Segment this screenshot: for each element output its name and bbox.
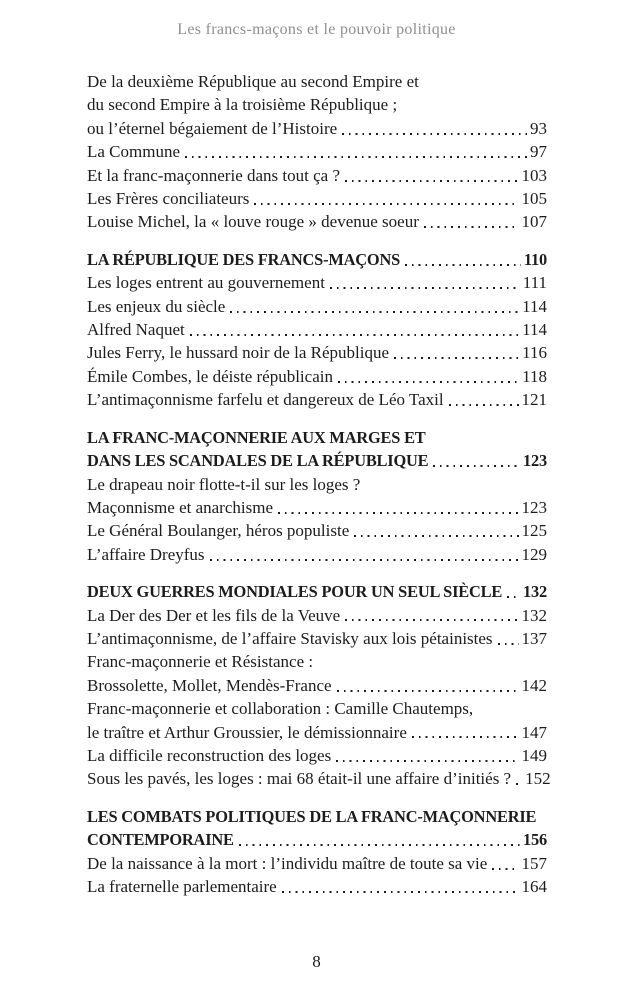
toc-page-number: 114 [522, 296, 547, 316]
dot-leader [210, 543, 519, 566]
toc-page-number: 132 [523, 582, 547, 602]
toc-entry-row [87, 70, 547, 93]
toc-entry-row [87, 473, 547, 496]
toc-page-number: 116 [522, 343, 547, 363]
dot-leader [190, 318, 519, 341]
toc-entry-text: Les Frères conciliateurs [87, 189, 250, 209]
toc-page-number: 111 [522, 273, 547, 293]
toc-entry-text: La fraternelle parlementaire [87, 877, 277, 896]
dot-leader [338, 365, 519, 388]
toc-heading-row [87, 426, 547, 449]
toc-entry-row [87, 318, 547, 341]
toc-entry-text: Louise Michel, la « louve rouge » devenue soeur [87, 212, 419, 232]
toc-entry-text: Le Général Boulanger, héros populiste [87, 521, 350, 541]
toc-page-number: 156 [523, 830, 547, 850]
toc-page-number: 107 [521, 212, 547, 232]
toc-section [87, 426, 547, 566]
toc-page-number: 93 [530, 118, 547, 138]
toc-page-number: 118 [522, 366, 547, 386]
toc-entry-row [87, 140, 547, 163]
dot-leader [394, 341, 519, 364]
toc-entry-text: De la naissance à la mort : l’individu maître de toute sa vie [87, 853, 488, 873]
toc-entry-text: La Commune [87, 142, 181, 162]
toc-entry-text: Le drapeau noir flotte-t-il sur les loges ? [87, 474, 361, 494]
toc-entry-text: Émile Combes, le déiste républicain [87, 366, 333, 386]
toc-page-number: 97 [530, 142, 547, 162]
toc-entry-row [87, 341, 547, 364]
dot-leader [433, 449, 520, 472]
toc-entry-row [87, 496, 547, 519]
toc-entry-row [87, 164, 547, 187]
toc-entry-text: Jules Ferry, le hussard noir de la République [87, 343, 389, 363]
toc-page-number: 123 [523, 451, 547, 471]
toc-entry-row [87, 875, 547, 898]
toc-page-number: 142 [521, 675, 547, 695]
toc-page-number: 152 [525, 769, 551, 789]
toc-page-number: 121 [521, 390, 547, 410]
toc-page-number: 147 [521, 722, 547, 742]
toc-entry-row [87, 674, 547, 697]
dot-leader [342, 117, 527, 140]
toc-entry-text: ou l’éternel bégaiement de l’Histoire [87, 118, 338, 138]
toc-entry-text: La difficile reconstruction des loges [87, 745, 332, 765]
toc-page-number: 105 [521, 189, 547, 209]
toc-heading-text: LA RÉPUBLIQUE DES FRANCS-MAÇONS [87, 249, 401, 269]
toc-entry-text: Alfred Naquet [87, 320, 185, 340]
toc-section [87, 70, 547, 234]
toc-entry-text: Les enjeux du siècle [87, 296, 226, 316]
dot-leader [354, 519, 518, 542]
toc-heading-text: CONTEMPORAINE [87, 830, 234, 850]
toc-entry-text: L’affaire Dreyfus [87, 544, 205, 564]
dot-leader [516, 767, 522, 790]
dot-leader [278, 496, 519, 519]
toc-entry-text: La Der des Der et les fils de la Veuve [87, 605, 341, 625]
toc-entry-row [87, 93, 547, 116]
toc-page-number: 149 [521, 745, 547, 765]
dot-leader [498, 627, 519, 650]
dot-leader [337, 674, 519, 697]
toc-entry-text: L’antimaçonnisme, de l’affaire Stavisky aux lois pétainistes [87, 628, 493, 648]
toc-entry-row [87, 852, 547, 875]
toc-page-number: 157 [521, 853, 547, 873]
toc-entry-row [87, 295, 547, 318]
dot-leader [330, 271, 520, 294]
dot-leader [239, 828, 520, 851]
toc-heading-row [87, 449, 547, 472]
toc-section [87, 248, 547, 412]
toc-entry-text: Brossolette, Mollet, Mendès-France [87, 675, 332, 695]
toc-entry-row [87, 721, 547, 744]
dot-leader [492, 852, 518, 875]
toc-entry-text: Franc-maçonnerie et collaboration : Camille Chautemps, [87, 699, 474, 719]
toc-heading-row [87, 828, 547, 851]
toc-page-number: 137 [521, 628, 547, 648]
toc-entry-row [87, 271, 547, 294]
toc-page-number: 114 [522, 320, 547, 340]
toc-heading-text: LES COMBATS POLITIQUES DE LA FRANC-MAÇONNERIE [87, 806, 537, 826]
toc-entry-row [87, 604, 547, 627]
toc-entry-row [87, 744, 547, 767]
dot-leader [405, 248, 521, 271]
toc-page-number: 103 [521, 165, 547, 185]
toc-entry-row [87, 627, 547, 650]
toc-heading-row [87, 580, 547, 603]
dot-leader [345, 604, 518, 627]
dot-leader [507, 580, 520, 603]
dot-leader [345, 164, 519, 187]
toc-heading-row [87, 805, 547, 828]
toc-entry-text: Les loges entrent au gouvernement [87, 273, 325, 293]
toc-page-number: 110 [523, 249, 547, 269]
dot-leader [282, 875, 519, 898]
toc-page-number: 164 [521, 877, 547, 896]
toc-heading-text: LA FRANC-MAÇONNERIE AUX MARGES ET [87, 427, 426, 447]
toc-entry-text: Sous les pavés, les loges : mai 68 était-il une affaire d’initiés ? [87, 769, 512, 789]
dot-leader [185, 140, 527, 163]
toc-heading-text: DEUX GUERRES MONDIALES POUR UN SEUL SIÈCLE [87, 582, 503, 602]
toc-entry-text: Et la franc-maçonnerie dans tout ça ? [87, 165, 340, 185]
toc-entry-row [87, 650, 547, 673]
toc-page-number: 132 [521, 605, 547, 625]
toc-page-number: 125 [521, 521, 547, 541]
toc-heading-row [87, 248, 547, 271]
toc-entry-row [87, 210, 547, 233]
toc-entry-text: du second Empire à la troisième République ; [87, 95, 398, 115]
dot-leader [336, 744, 518, 767]
dot-leader [449, 388, 519, 411]
footer-page-number: 8 [312, 952, 321, 971]
toc-entry-row [87, 365, 547, 388]
toc-entry-text: Maçonnisme et anarchisme [87, 497, 273, 517]
toc-entry-row [87, 543, 547, 566]
toc-entry-text: le traître et Arthur Groussier, le démissionnaire [87, 722, 407, 742]
toc-entry-row [87, 117, 547, 140]
toc-page-number: 123 [521, 497, 547, 517]
toc-section [87, 805, 547, 899]
toc-page-number: 129 [521, 544, 547, 564]
toc-entry-row [87, 187, 547, 210]
toc-entry-text: De la deuxième République au second Empire et [87, 72, 419, 91]
toc-entry-row [87, 697, 547, 720]
toc-entry-text: Franc-maçonnerie et Résistance : [87, 652, 314, 672]
dot-leader [412, 721, 519, 744]
dot-leader [230, 295, 519, 318]
dot-leader [424, 210, 519, 233]
toc-heading-text: DANS LES SCANDALES DE LA RÉPUBLIQUE [87, 451, 429, 471]
running-header: Les francs-maçons et le pouvoir politique [177, 21, 456, 38]
toc-entry-row [87, 519, 547, 542]
toc-entry-row [87, 388, 547, 411]
toc-entry-row [87, 767, 551, 790]
dot-leader [254, 187, 518, 210]
toc-section [87, 580, 551, 791]
toc-entry-text: L’antimaçonnisme farfelu et dangereux de Léo Taxil [87, 390, 444, 410]
toc [87, 70, 551, 898]
